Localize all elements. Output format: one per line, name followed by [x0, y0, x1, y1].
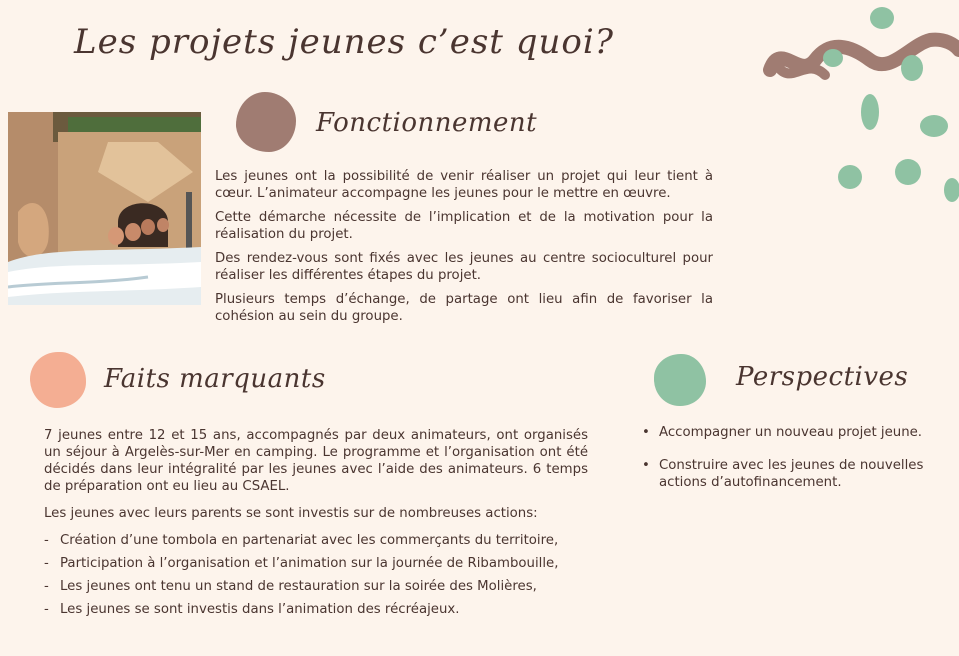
green-dot — [920, 115, 948, 137]
green-dot — [870, 7, 894, 29]
list-item: - Les jeunes se sont investis dans l’animation des récréajeux. — [44, 601, 588, 618]
faits-intro: 7 jeunes entre 12 et 15 ans, accompagnés par deux animateurs, ont organisés un séjour à Argelès-sur-Mer en camping. Le programme et l’organisation ont été décidés dans leur intégralité par les jeunes avec l’aide des animateurs. 6 temps de préparation ont eu lieu au CSAEL. — [44, 428, 588, 494]
perspectives-list — [642, 424, 942, 491]
fonctionnement-paragraph: Des rendez-vous sont fixés avec les jeunes au centre socioculturel pour réaliser les différentes étapes du projet. — [215, 251, 713, 283]
green-dot — [901, 55, 923, 81]
fonctionnement-paragraph: Cette démarche nécessite de l’implication et de la motivation pour la réalisation du projet. — [215, 210, 713, 242]
list-item: - Les jeunes ont tenu un stand de restauration sur la soirée des Molières, — [44, 578, 588, 595]
faits-marquants-text — [44, 427, 588, 624]
list-item: - Participation à l’organisation et l’animation sur la journée de Ribambouille, — [44, 555, 588, 572]
green-dot — [895, 159, 921, 185]
fonctionnement-paragraph: Les jeunes ont la possibilité de venir réaliser un projet qui leur tient à cœur. L’animateur accompagne les jeunes pour le mettre en œuvre. — [215, 169, 713, 201]
list-item: • Accompagner un nouveau projet jeune. — [642, 424, 942, 441]
green-dot — [838, 165, 862, 189]
fonctionnement-heading: Fonctionnement — [316, 108, 538, 138]
green-blob-decoration — [654, 354, 706, 406]
faits-marquants-heading: Faits marquants — [104, 364, 326, 394]
green-dot — [861, 94, 879, 130]
faits-lead: Les jeunes avec leurs parents se sont investis sur de nombreuses actions: — [44, 506, 538, 521]
green-dot — [944, 178, 959, 202]
water-slide-photo — [8, 112, 201, 305]
peach-blob-decoration — [30, 352, 86, 408]
faits-actions-list — [44, 532, 588, 618]
list-item: • Construire avec les jeunes de nouvelles actions d’autofinancement. — [642, 457, 942, 491]
perspectives-text — [642, 424, 942, 507]
fonctionnement-paragraph: Plusieurs temps d’échange, de partage ont lieu afin de favoriser la cohésion au sein du groupe. — [215, 292, 713, 324]
list-item: - Création d’une tombola en partenariat avec les commerçants du territoire, — [44, 532, 588, 549]
page-title: Les projets jeunes c’est quoi? — [74, 22, 614, 62]
fonctionnement-text — [215, 168, 713, 332]
brown-blob-decoration — [236, 92, 296, 152]
green-dot — [823, 49, 843, 67]
perspectives-heading: Perspectives — [736, 362, 909, 392]
